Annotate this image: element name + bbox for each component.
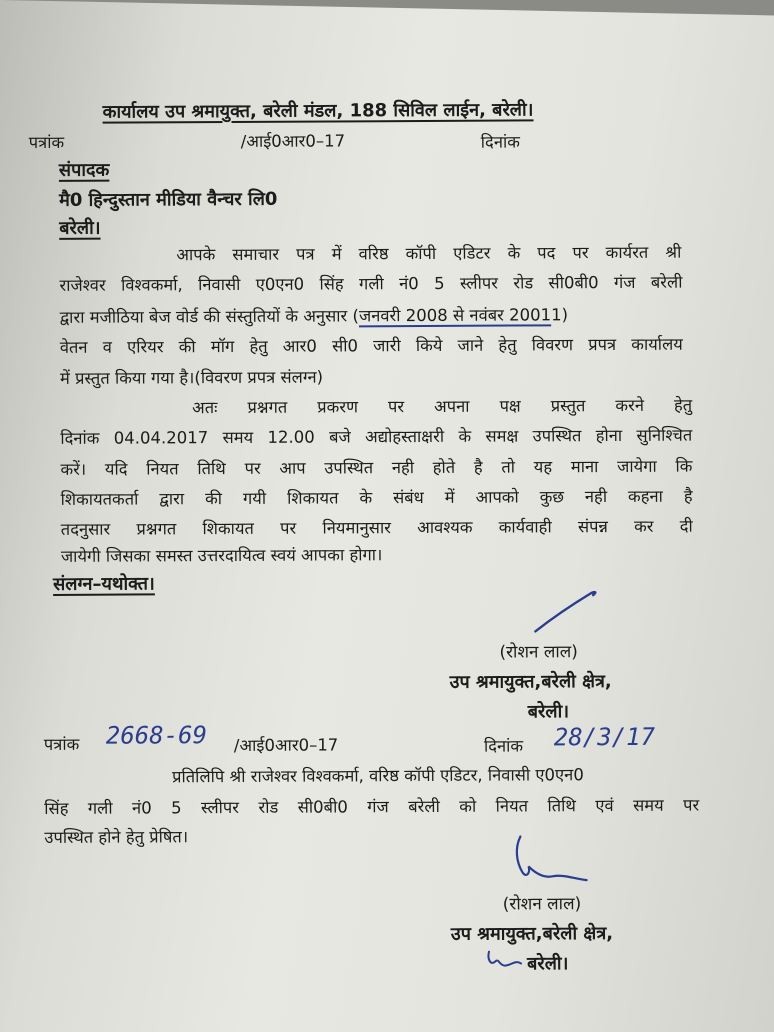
para1-line4: वेतन व एरियर की मॉग हेतु आर0 सी0 जारी किये जाने हेतु विवरण प्रपत्र कार्यालय bbox=[59, 334, 683, 357]
copy-line3: उपस्थित होने हेतु प्रेषित। bbox=[44, 827, 189, 847]
para2-line2: दिनांक 04.04.2017 समय 12.00 बजे अद्योहस्ताक्षरी के समक्ष उपस्थित होना सुनिश्चित bbox=[60, 425, 693, 448]
period-underlined: जनवरी 2008 से नवंबर 2001 bbox=[358, 305, 552, 326]
signatory2-name: (रोशन लाल) bbox=[502, 894, 582, 915]
reference2-label: पत्रांक bbox=[43, 734, 80, 754]
para1-line3-end: 1) bbox=[551, 305, 569, 325]
para2-line1: अतः प्रश्नगत प्रकरण पर अपना पक्ष प्रस्तुत करने हेतु bbox=[192, 395, 693, 418]
initials-mark bbox=[485, 945, 525, 971]
para1-line1: आपके समाचार पत्र में वरिष्ठ कॉपी एडिटर के पद पर कार्यरत श्री bbox=[176, 242, 682, 265]
signature-mark-1 bbox=[533, 587, 603, 637]
date2-handwritten: 28/3/17 bbox=[553, 722, 656, 752]
para2-line6: जायेगी जिसका समस्त उत्तरदायित्व स्वयं आपका होगा। bbox=[60, 545, 383, 566]
signatory1-name: (रोशन लाल) bbox=[499, 642, 578, 663]
signatory2-designation: उप श्रमायुक्त,बरेली क्षेत्र, bbox=[450, 923, 614, 945]
date-label: दिनांक bbox=[480, 132, 520, 152]
addressee-city: बरेली। bbox=[59, 217, 101, 239]
signatory1-place: बरेली। bbox=[527, 701, 570, 723]
addressee-title: संपादक bbox=[58, 159, 110, 181]
para1-line3 bbox=[60, 302, 569, 328]
enclosure-note: संलग्न–यथोक्त। bbox=[53, 573, 155, 595]
office-heading: कार्यालय उप श्रमायुक्त, बरेली मंडल, 188 सिविल लाईन, बरेली। bbox=[102, 99, 534, 123]
letter-document bbox=[28, 0, 745, 1032]
reference-label: पत्रांक bbox=[28, 132, 65, 153]
reference2-suffix: /आई0आर0–17 bbox=[233, 735, 339, 755]
copy-line2: सिंह गली नं0 5 स्लीपर रोड सी0बी0 गंज बरेली को नियत तिथि एवं समय पर bbox=[44, 795, 700, 818]
para1-line2: राजेश्वर विश्वकर्मा, निवासी ए0एन0 सिंह गली नं0 5 स्लीपर रोड सी0बी0 गंज बरेली bbox=[59, 272, 683, 295]
para2-line5: तदनुसार प्रश्नगत शिकायत पर नियमानुसार आवश्यक कार्यवाही संपन्न कर दी bbox=[60, 516, 693, 539]
para1-line3-start: द्वारा मजीठिया बेज वोर्ड की संस्तुतियों के अनुसार ( bbox=[59, 306, 359, 327]
para2-line3: करें। यदि नियत तिथि पर आप उपस्थित नही होते है तो यह माना जायेगा कि bbox=[60, 456, 693, 479]
signatory1-designation: उप श्रमायुक्त,बरेली क्षेत्र, bbox=[449, 671, 612, 693]
signature-mark-2 bbox=[512, 832, 592, 888]
para2-line4: शिकायतकर्ता द्वारा की गयी शिकायत के संबंध में आपको कुछ नही कहना है bbox=[60, 486, 693, 509]
copy-line1: प्रतिलिपि श्री राजेश्वर विश्वकर्मा, वरिष्ठ कॉपी एडिटर, निवासी ए0एन0 bbox=[172, 765, 584, 787]
reference2-number-handwritten: 2668-69 bbox=[105, 721, 208, 750]
para1-line5: में प्रस्तुत किया गया है।(विवरण प्रपत्र संलग्न) bbox=[59, 367, 324, 388]
signatory2-place: बरेली। bbox=[526, 953, 569, 975]
reference-suffix: /आई0आर0–17 bbox=[240, 131, 346, 151]
date2-label: दिनांक bbox=[483, 736, 524, 756]
addressee-company: मै0 हिन्दुस्तान मीडिया वैन्चर लि0 bbox=[58, 188, 278, 211]
